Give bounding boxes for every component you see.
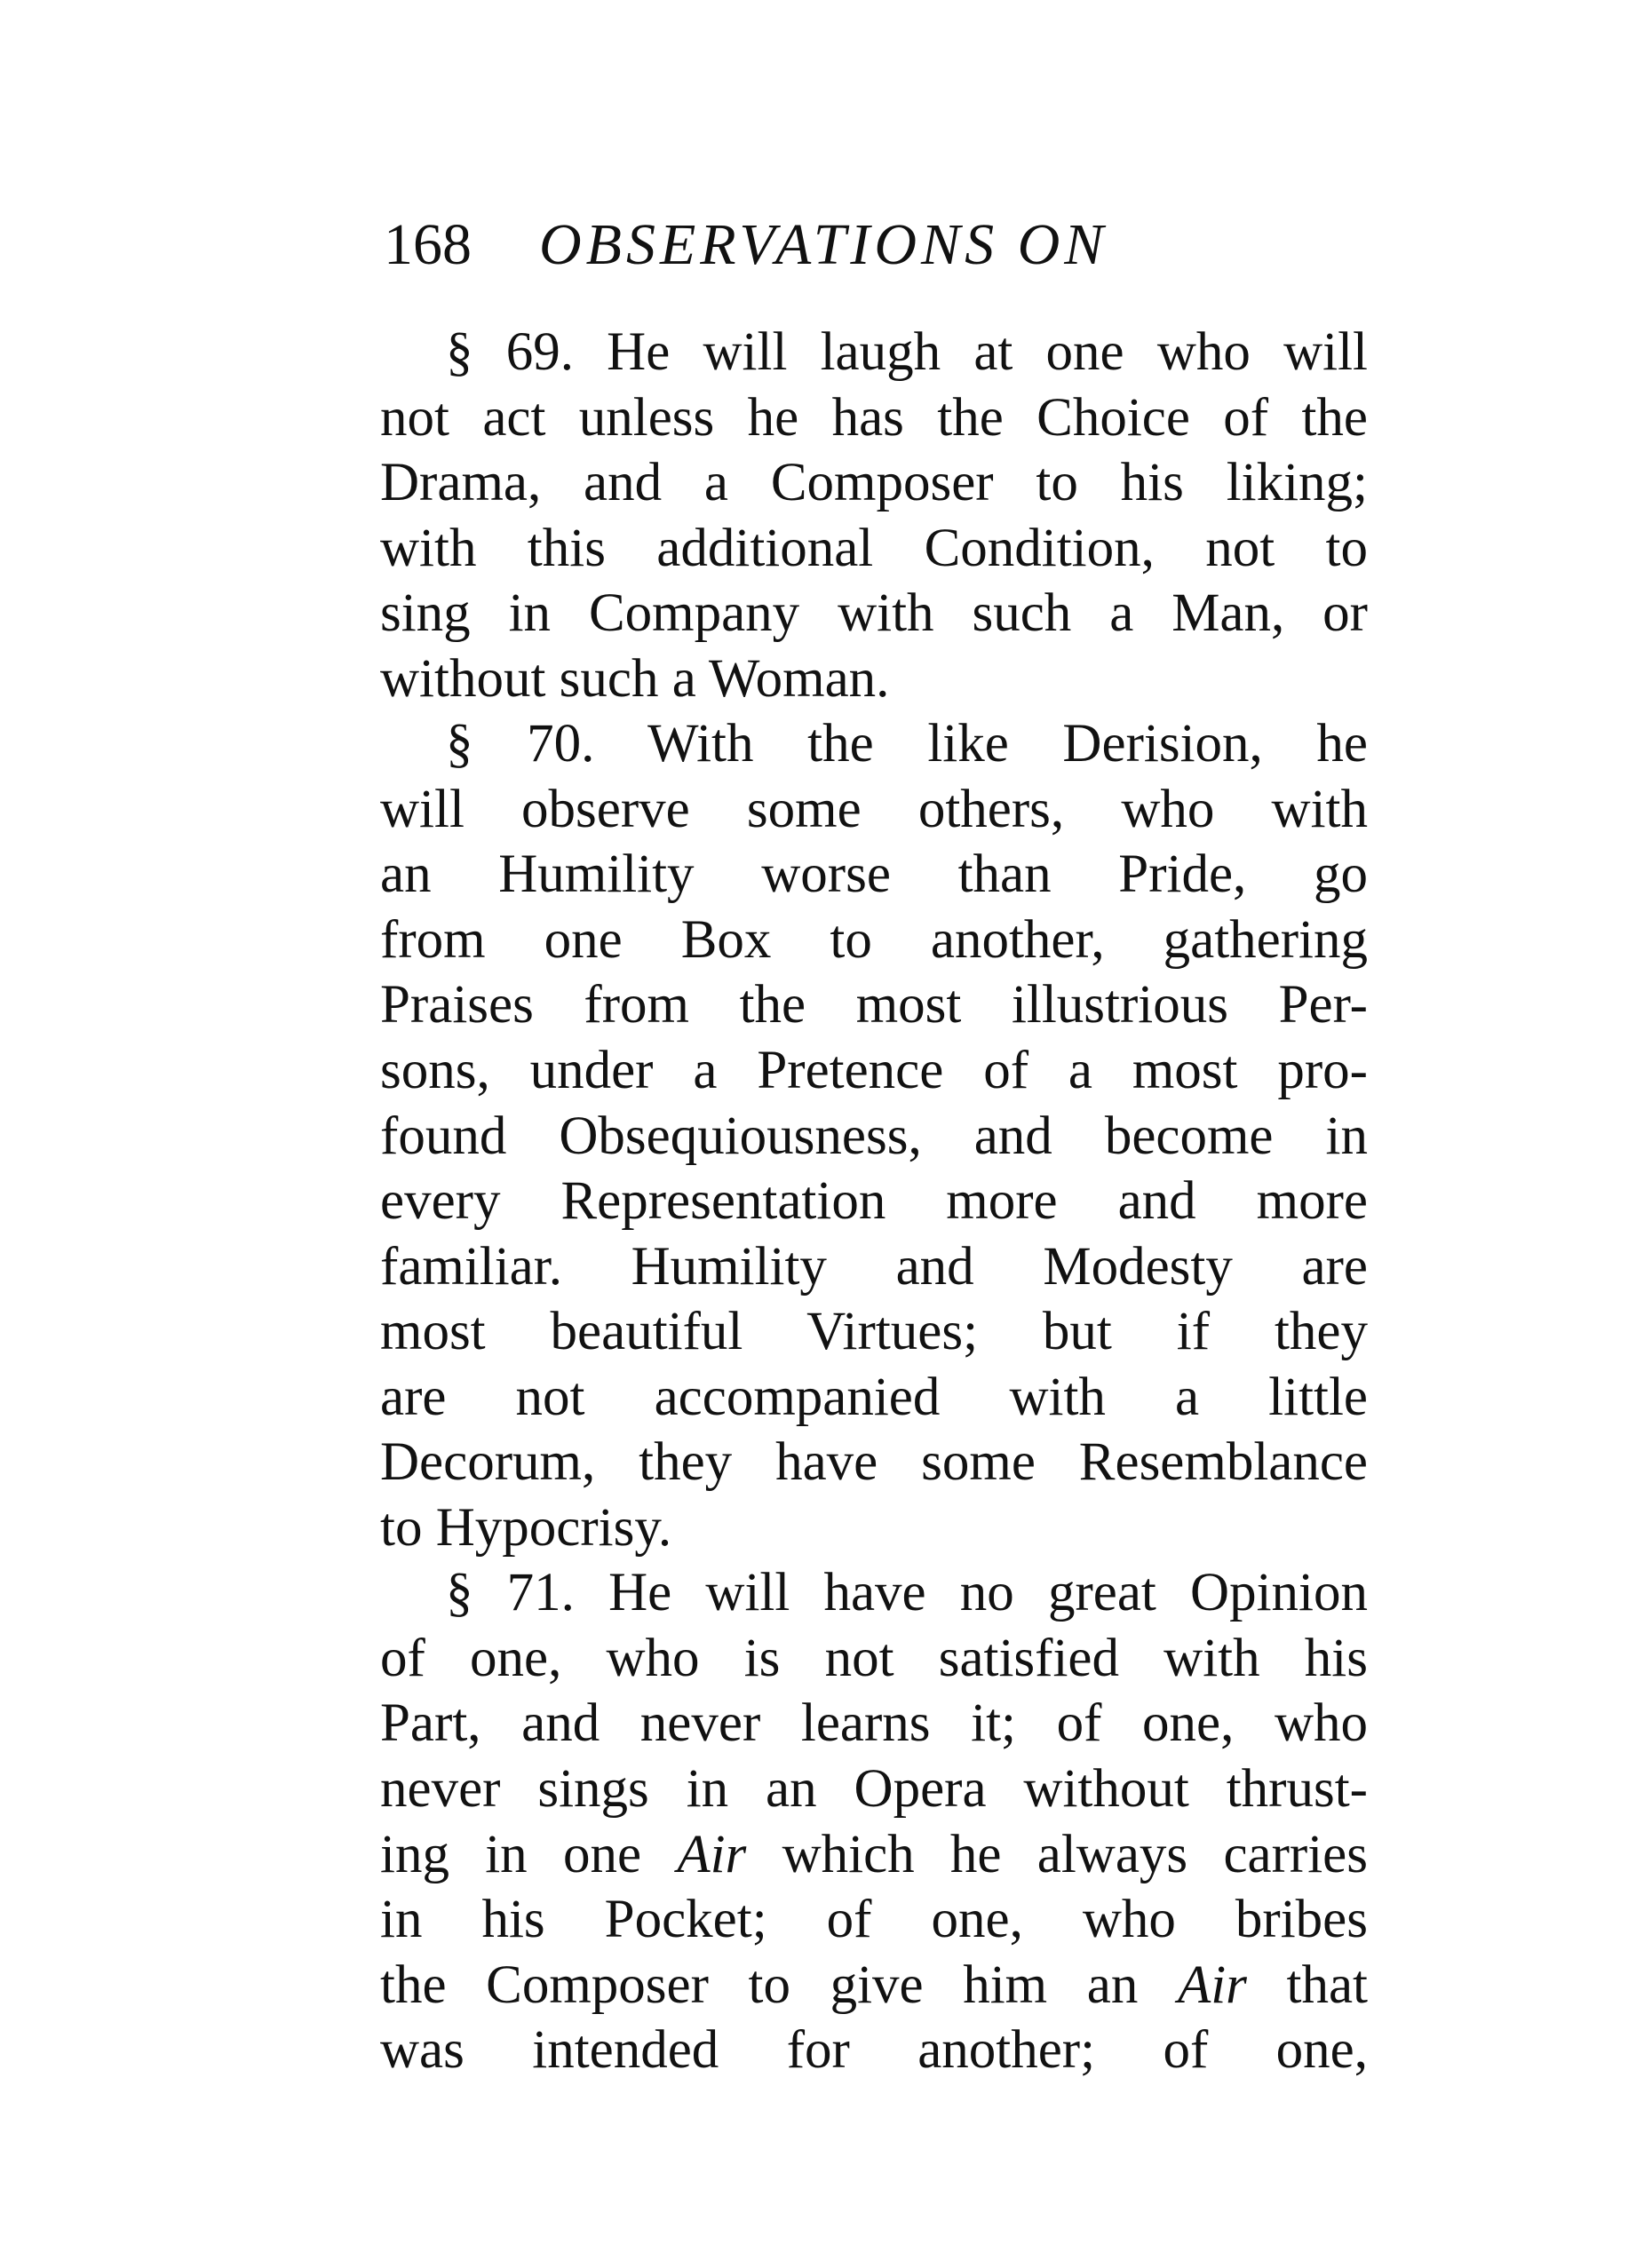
text-line: sing in Company with such a Man, or	[380, 583, 1368, 644]
text-line: § 70. With the like Derision, he	[446, 714, 1368, 774]
text-line: to Hypocrisy.	[380, 1497, 672, 1558]
text-line: are not accompanied with a little	[380, 1367, 1368, 1427]
text-line: was intended for another; of one,	[380, 2020, 1368, 2081]
text-line: every Representation more and more	[380, 1171, 1368, 1232]
text-line: found Obsequiousness, and become in	[380, 1106, 1368, 1166]
text-line: familiar. Humility and Modesty are	[380, 1236, 1368, 1297]
text-line: sons, under a Pretence of a most pro-	[380, 1041, 1368, 1101]
text-line: never sings in an Opera without thrust-	[380, 1759, 1368, 1820]
text-line: will observe some others, who with	[380, 779, 1368, 839]
text-line: § 69. He will laugh at one who will	[446, 322, 1368, 382]
text-line: Drama, and a Composer to his liking;	[380, 453, 1368, 513]
body-text	[380, 320, 1368, 2083]
text-line: with this additional Condition, not to	[380, 518, 1368, 578]
text-line: without such a Woman.	[380, 648, 890, 709]
text-line: of one, who is not satisfied with his	[380, 1628, 1368, 1688]
text-line: in his Pocket; of one, who bribes	[380, 1890, 1368, 1950]
text-line: from one Box to another, gathering	[380, 909, 1368, 970]
page-number: 168	[384, 212, 472, 277]
text-line: the Composer to give him an Air that	[380, 1955, 1368, 2015]
text-line: § 71. He will have no great Opinion	[446, 1563, 1368, 1623]
text-line: not act unless he has the Choice of the	[380, 387, 1368, 448]
text-line: an Humility worse than Pride, go	[380, 845, 1368, 905]
text-line: ing in one Air which he always carries	[380, 1824, 1368, 1884]
text-line: Part, and never learns it; of one, who	[380, 1693, 1368, 1754]
running-head	[384, 210, 1361, 281]
running-title: OBSERVATIONS ON	[539, 212, 1108, 277]
text-line: most beautiful Virtues; but if they	[380, 1302, 1368, 1362]
text-line: Decorum, they have some Resemblance	[380, 1432, 1368, 1493]
text-line: Praises from the most illustrious Per-	[380, 975, 1368, 1035]
